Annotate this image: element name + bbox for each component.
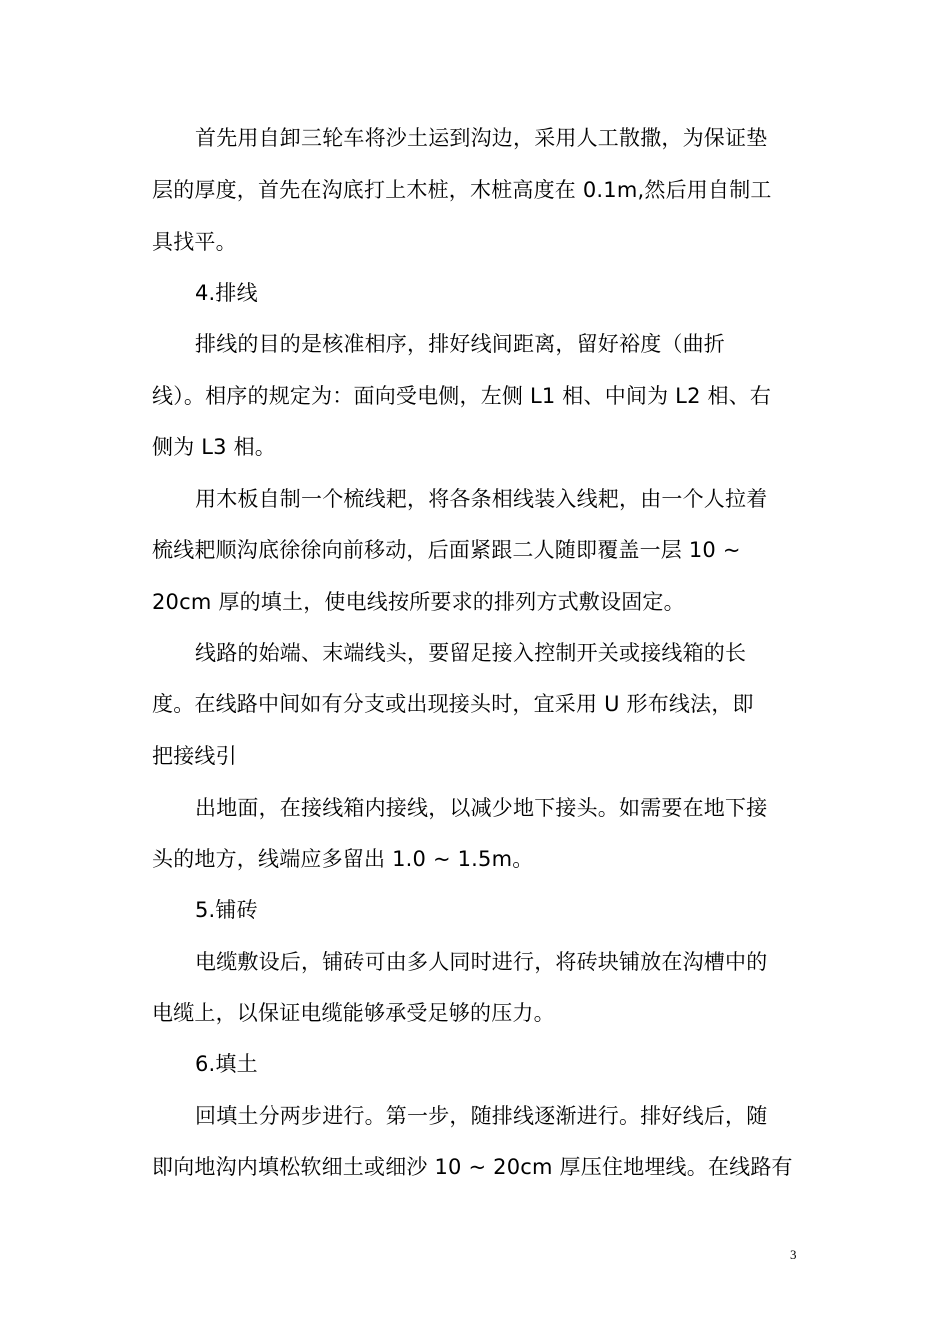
paragraph-line: 侧为 L3 相。 bbox=[152, 435, 277, 459]
paragraph-line: 电缆敷设后，铺砖可由多人同时进行，将砖块铺放在沟槽中的 bbox=[195, 950, 768, 974]
paragraph-line: 线）。相序的规定为：面向受电侧，左侧 L1 相、中间为 L2 相、右 bbox=[152, 384, 772, 408]
paragraph-line: 即向地沟内填松软细土或细沙 10 ~ 20cm 厚压住地埋线。在线路有 bbox=[152, 1155, 793, 1179]
paragraph-line: 梳线耙顺沟底徐徐向前移动，后面紧跟二人随即覆盖一层 10 ~ bbox=[152, 538, 741, 562]
paragraph-line: 排线的目的是核准相序，排好线间距离，留好裕度（曲折 bbox=[195, 332, 725, 356]
paragraph-line: 把接线引 bbox=[152, 744, 237, 768]
section-heading: 4.排线 bbox=[195, 281, 258, 305]
paragraph-line: 20cm 厚的填土，使电线按所要求的排列方式敷设固定。 bbox=[152, 590, 685, 614]
paragraph-line: 度。在线路中间如有分支或出现接头时，宜采用 U 形布线法，即 bbox=[152, 692, 754, 716]
paragraph-line: 出地面，在接线箱内接线，以减少地下接头。如需要在地下接 bbox=[195, 796, 768, 820]
paragraph-line: 头的地方，线端应多留出 1.0 ~ 1.5m。 bbox=[152, 847, 534, 871]
paragraph-line: 电缆上，以保证电缆能够承受足够的压力。 bbox=[152, 1001, 555, 1025]
paragraph-line: 回填土分两步进行。第一步，随排线逐渐进行。排好线后，随 bbox=[195, 1104, 768, 1128]
paragraph-line: 具找平。 bbox=[152, 230, 237, 254]
paragraph-line: 用木板自制一个梳线耙，将各条相线装入线耙，由一个人拉着 bbox=[195, 487, 768, 511]
paragraph-line: 线路的始端、末端线头，要留足接入控制开关或接线箱的长 bbox=[195, 641, 747, 665]
paragraph-line: 首先用自卸三轮车将沙土运到沟边，采用人工散撒，为保证垫 bbox=[195, 126, 768, 150]
section-heading: 5.铺砖 bbox=[195, 898, 258, 922]
page-number: 3 bbox=[790, 1247, 797, 1262]
paragraph-line: 层的厚度，首先在沟底打上木桩，木桩高度在 0.1m,然后用自制工 bbox=[152, 178, 772, 202]
section-heading: 6.填土 bbox=[195, 1052, 258, 1076]
